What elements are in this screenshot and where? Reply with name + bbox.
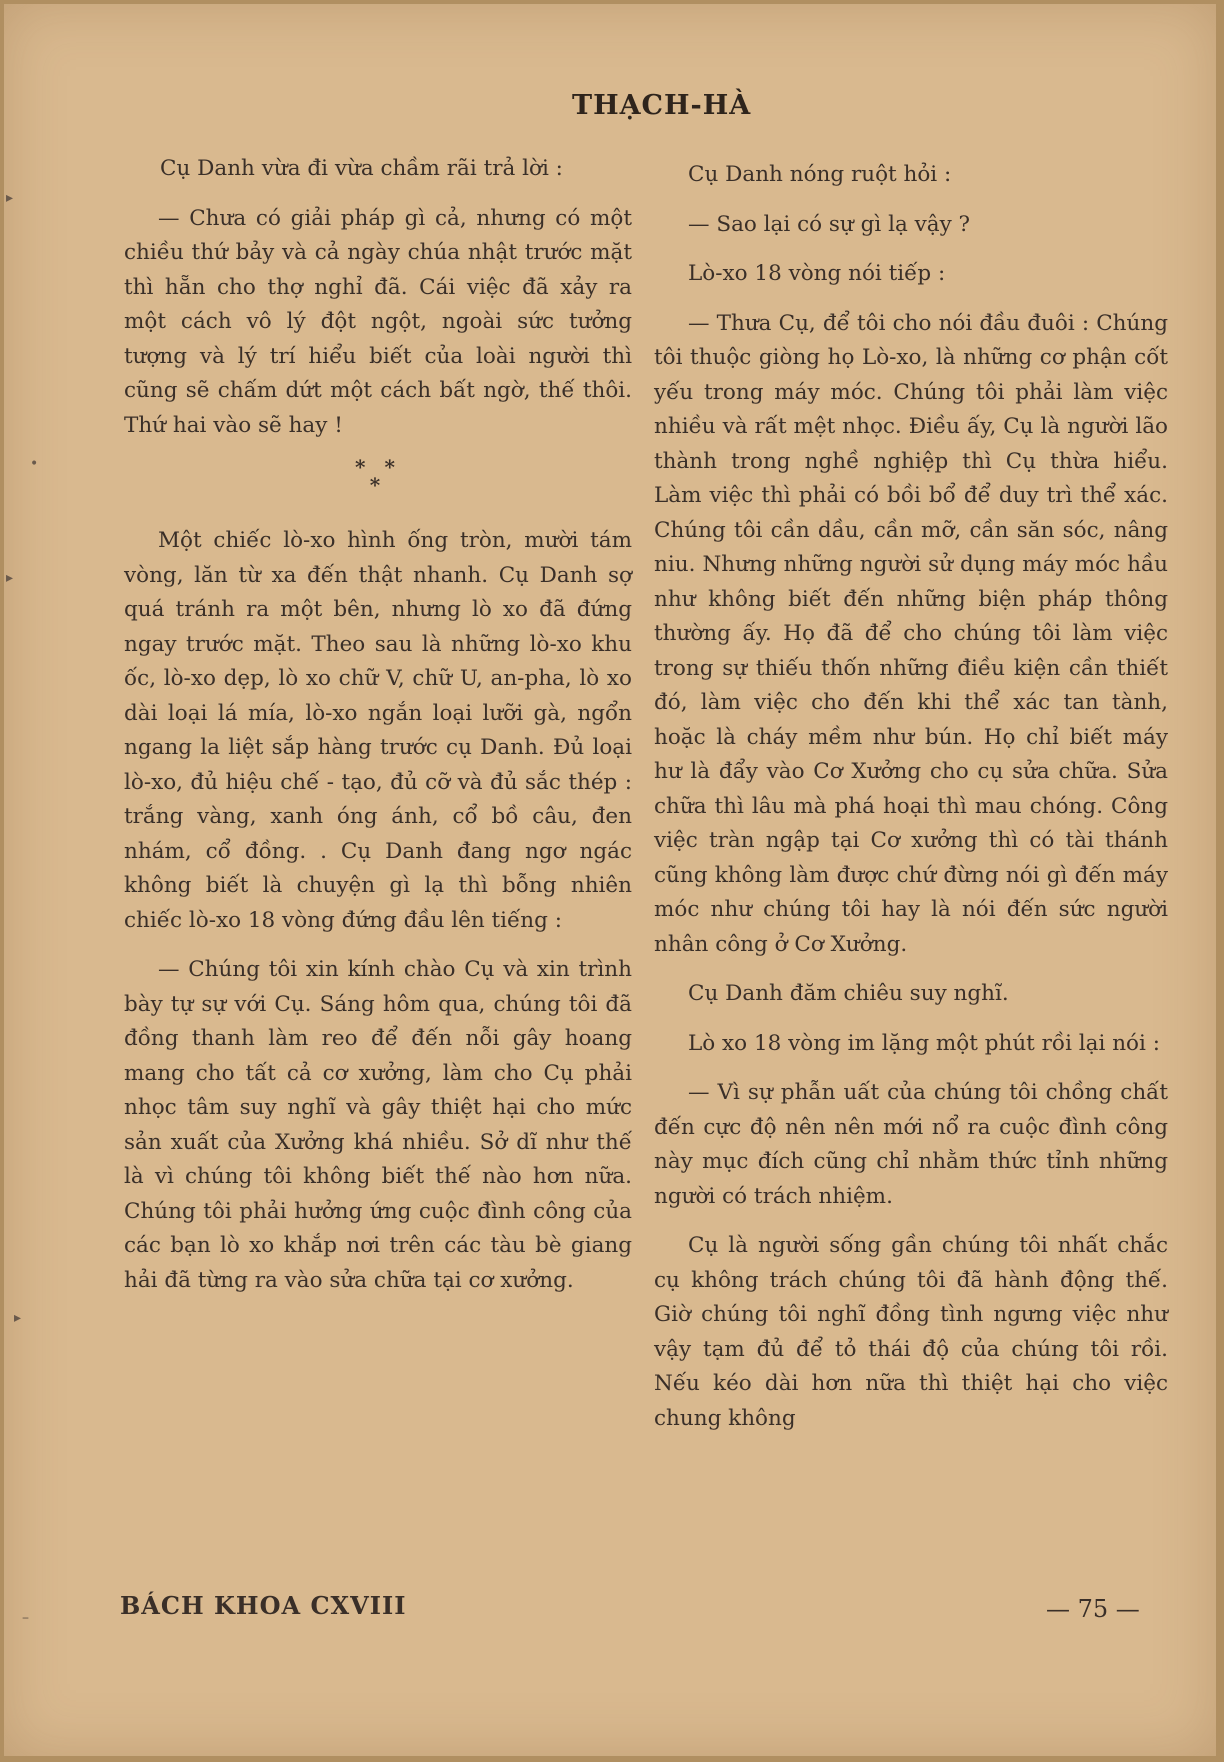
paragraph: — Vì sự phẫn uất của chúng tôi chồng chất đến cực độ nên nên mới nổ ra cuộc đình công này mục đích cũng chỉ nhằm thức tỉnh những người có trách nhiệm. xyxy=(654,1080,1168,1209)
paragraph: — Chưa có giải pháp gì cả, nhưng có một chiều thứ bảy và cả ngày chúa nhật trước mặt thì hẵn cho thợ nghỉ đã. Cái việc đã xảy ra một cách vô lý đột ngột, ngoài sức tưởng tượng và lý trí hiểu biết của loài người thì cũng sẽ chấm dứt một cách bất ngờ, thế thôi. Thứ hai vào sẽ hay ! xyxy=(124,205,632,438)
magazine-page xyxy=(4,4,1216,1756)
right-column xyxy=(654,158,1168,1451)
paragraph: Lò-xo 18 vòng nói tiếp : xyxy=(688,261,946,286)
binding-hole-mark: • xyxy=(30,456,39,472)
binding-hole-mark: ▸ xyxy=(14,1310,22,1326)
left-column xyxy=(124,152,632,1313)
paragraph: Một chiếc lò-xo hình ống tròn, mười tám vòng, lăn từ xa đến thật nhanh. Cụ Danh sợ quá tránh ra một bên, nhưng lò xo đã đứng ngay trước mặt. Theo sau là những lò-xo khu ốc, lò-xo dẹp, lò xo chữ V, chữ U, an-pha, lò xo dài loại lá mía, lò-xo ngắn loại lưỡi gà, ngổn ngang la liệt sắp hàng trước cụ Danh. Đủ loại lò-xo, đủ hiệu chế - tạo, đủ cỡ và đủ sắc thép : trắng vàng, xanh óng ánh, cổ bồ câu, đen nhám, cổ đồng. . Cụ Danh đang ngơ ngác không biết là chuyện gì lạ thì bỗng nhiên chiếc lò-xo 18 vòng đứng đầu lên tiếng : xyxy=(124,528,632,933)
binding-hole-mark: ▸ xyxy=(6,190,14,206)
paragraph: Lò xo 18 vòng im lặng một phút rồi lại nói : xyxy=(688,1030,1160,1056)
author-header: THẠCH-HÀ xyxy=(572,90,752,121)
paragraph: — Thưa Cụ, để tôi cho nói đầu đuôi : Chúng tôi thuộc giòng họ Lò-xo, là những cơ phận cốt yếu trong máy móc. Chúng tôi phải làm việc nhiều và rất mệt nhọc. Điều ấy, Cụ là người lão thành trong nghề nghiệp thì Cụ thừa hiểu. Làm việc thì phải có bồi bổ để duy trì thể xác. Chúng tôi cần dầu, cần mỡ, cần săn sóc, nâng niu. Nhưng những người sử dụng máy móc hầu như không biết đến những biện pháp thông thường ấy. Họ đã để cho chúng tôi làm việc trong sự thiếu thốn những điều kiện cần thiết đó, làm việc cho đến khi thể xác tan tành, hoặc là cháy mềm như bún. Họ chỉ biết máy hư là đẩy vào Cơ Xưởng cho cụ sửa chữa. Sửa chữa thì lâu mà phá hoại thì mau chóng. Công việc tràn ngập tại Cơ xưởng thì có tài thánh cũng không làm được chứ đừng nói gì đến máy móc như chúng tôi hay là nói đến sức người nhân công ở Cơ Xưởng. xyxy=(654,310,1168,957)
binding-hole-mark: – xyxy=(22,1610,29,1626)
publication-footer: BÁCH KHOA CXVIII xyxy=(120,1591,407,1620)
paragraph: Cụ Danh nóng ruột hỏi : xyxy=(688,162,952,187)
separator-stars-top: * * xyxy=(355,455,401,479)
section-separator xyxy=(124,455,632,497)
page-number: — 75 — xyxy=(1046,1595,1140,1623)
paragraph: Cụ là người sống gần chúng tôi nhất chắc cụ không trách chúng tôi đã hành động thế. Giờ chúng tôi nghĩ đồng tình ngưng việc như vậy tạm đủ để tỏ thái độ của chúng tôi rồi. Nếu kéo dài hơn nữa thì thiệt hại cho việc chung không xyxy=(654,1233,1168,1431)
paragraph: — Chúng tôi xin kính chào Cụ và xin trình bày tự sự với Cụ. Sáng hôm qua, chúng tôi đã đồng thanh làm reo để đến nỗi gây hoang mang cho tất cả cơ xưởng, làm cho Cụ phải nhọc tâm suy nghĩ và gây thiệt hại cho mức sản xuất của Xưởng khá nhiều. Sở dĩ như thế là vì chúng tôi không biết thế nào hơn nữa. Chúng tôi phải hưởng ứng cuộc đình công của các bạn lò xo khắp nơi trên các tàu bè giang hải đã từng ra vào sửa chữa tại cơ xưởng. xyxy=(124,957,632,1293)
paragraph: — Sao lại có sự gì lạ vậy ? xyxy=(688,211,971,237)
separator-star-bottom: * xyxy=(369,473,387,497)
paragraph: Cụ Danh đăm chiêu suy nghĩ. xyxy=(688,981,1009,1006)
paragraph: Cụ Danh vừa đi vừa chầm rãi trả lời : xyxy=(160,156,563,181)
binding-hole-mark: ▸ xyxy=(6,570,14,586)
